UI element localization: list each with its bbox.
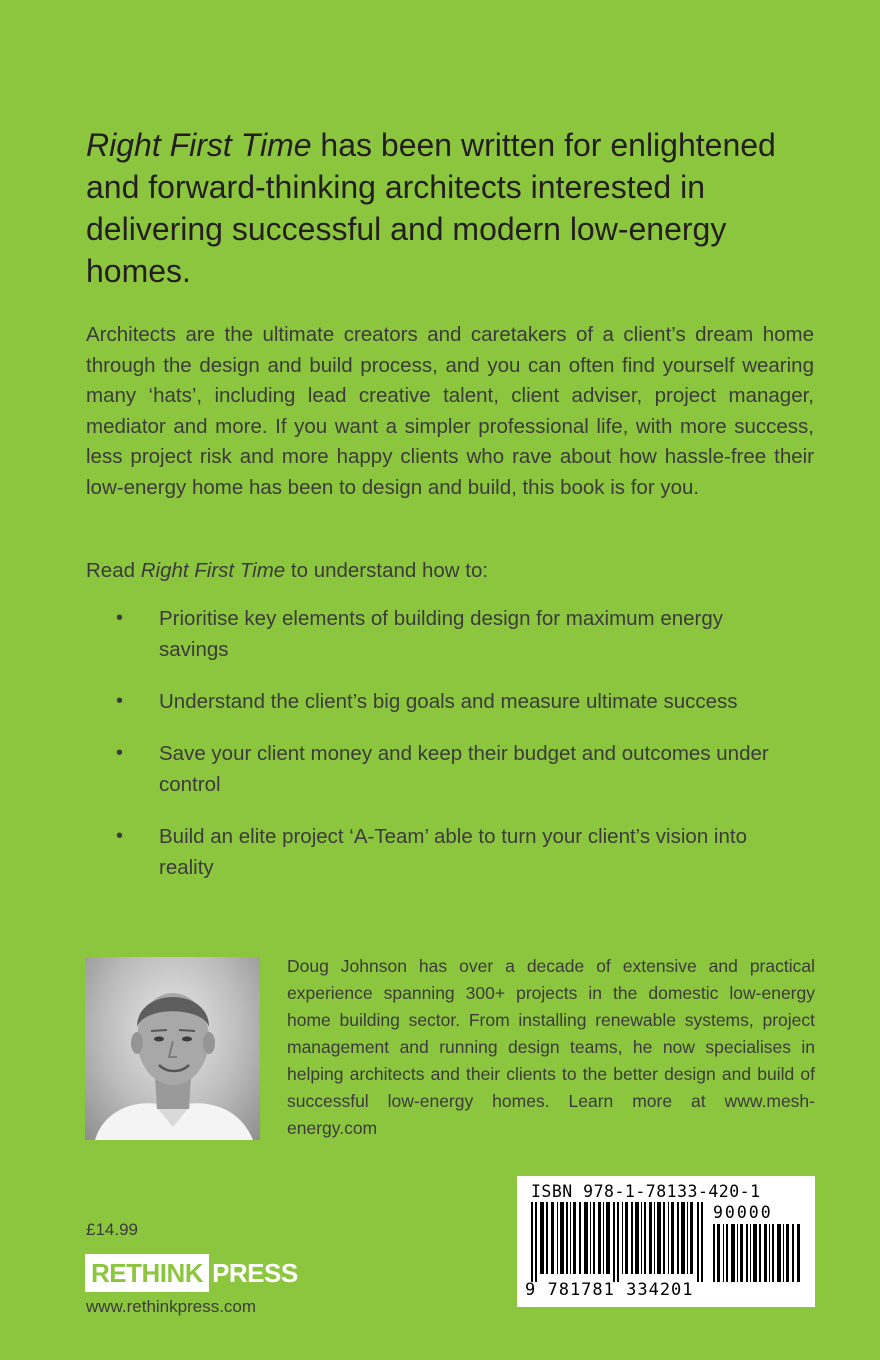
- intro-text: has been written for enlightened and forward-thinking architects interested in delivering successful and modern low-energy homes.: [86, 127, 776, 289]
- publisher-website: www.rethinkpress.com: [86, 1297, 257, 1316]
- read-suffix: to understand how to:: [285, 559, 489, 582]
- list-item: [86, 738, 786, 800]
- list-item-text: Save your client money and keep their budget and outcomes under control: [159, 742, 769, 796]
- bullet-icon: •: [116, 825, 124, 847]
- logo-boxed-text: RETHINK: [85, 1254, 209, 1292]
- price-code-label: 90000: [713, 1203, 773, 1222]
- read-prefix: Read: [86, 559, 141, 582]
- intro-heading: [86, 124, 806, 292]
- bullet-icon: •: [116, 742, 124, 764]
- price-label: £14.99: [86, 1220, 138, 1239]
- body-paragraph: Architects are the ultimate creators and caretakers of a client’s dream home through the design and build process, and you can often find yourself wearing many ‘hats’, including lead creative talent, client adviser, project manager, mediator and more. If you want a simpler professional life, with more success, less project risk and more happy clients who rave about how hassle-free their low-energy home has been to design and build, this book is for you.: [86, 323, 814, 499]
- book-title-italic: Right First Time: [86, 127, 312, 163]
- bullet-icon: •: [116, 690, 124, 712]
- list-item-text: Understand the client’s big goals and measure ultimate success: [159, 690, 738, 713]
- barcode-bars-icon: [531, 1202, 707, 1282]
- read-title-italic: Right First Time: [140, 559, 286, 582]
- logo-plain-text: PRESS: [212, 1258, 298, 1288]
- addon-barcode-icon: [713, 1224, 803, 1282]
- list-item: [86, 686, 786, 717]
- list-item-text: Prioritise key elements of building design for maximum energy savings: [159, 607, 724, 661]
- bullet-icon: •: [116, 607, 124, 629]
- read-line: [86, 556, 488, 586]
- list-item: [86, 821, 786, 883]
- isbn-label: ISBN 978-1-78133-420-1: [531, 1182, 761, 1201]
- publisher-logo: [85, 1256, 298, 1290]
- list-item-text: Build an elite project ‘A-Team’ able to turn your client’s vision into reality: [159, 825, 747, 879]
- ean-digits-label: 9 781781 334201: [525, 1280, 694, 1300]
- benefit-list: [86, 603, 786, 904]
- author-portrait-icon: [85, 957, 260, 1140]
- list-item: [86, 603, 786, 665]
- author-photo: [85, 957, 260, 1140]
- author-bio: Doug Johnson has over a decade of extensive and practical experience spanning 300+ projects in the domestic low-energy home building sector. From installing renewable systems, project management and running design teams, he now specialises in helping architects and their clients to the better design and build of successful low-energy homes. Learn more at www.mesh-energy.com: [287, 956, 815, 1138]
- isbn-barcode: [517, 1176, 815, 1307]
